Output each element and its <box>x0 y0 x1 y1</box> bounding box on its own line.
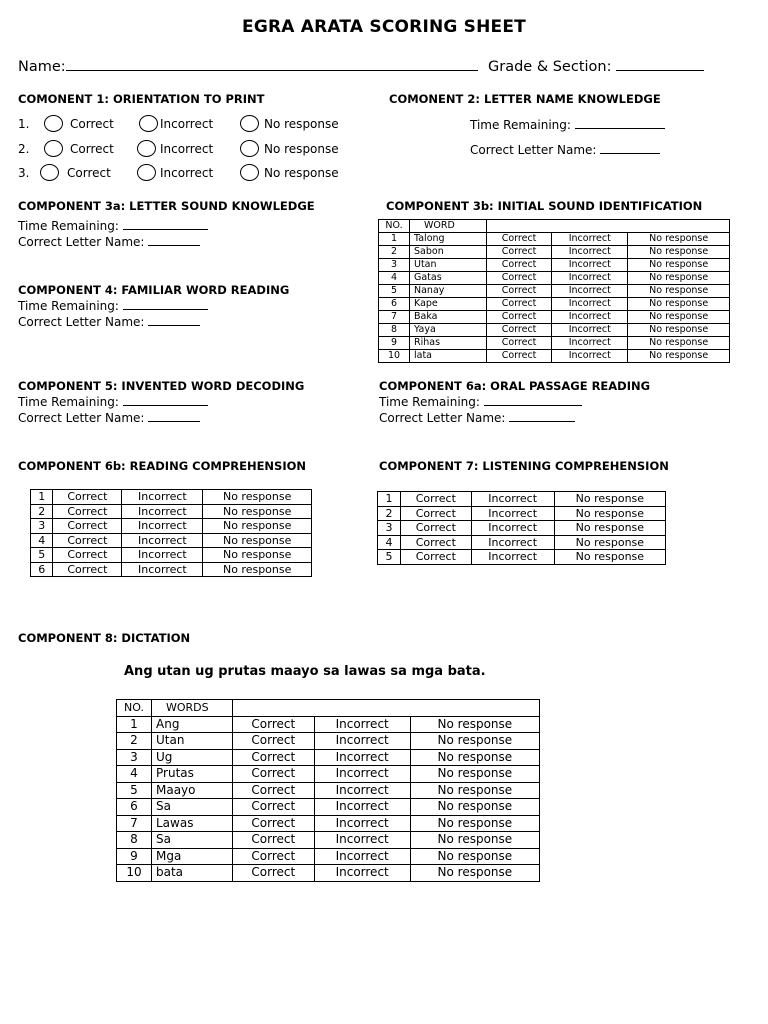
no-response-option[interactable]: No response <box>554 521 665 536</box>
row-number: 5 <box>31 548 53 563</box>
c3b-table <box>378 219 730 363</box>
row-number: 10 <box>117 865 152 882</box>
correct-option[interactable]: Correct <box>233 848 315 865</box>
correct-option[interactable]: Correct <box>401 521 472 536</box>
table-row <box>379 337 730 350</box>
row-number: 1 <box>117 716 152 733</box>
no-response-option[interactable]: No response <box>628 272 730 285</box>
incorrect-option[interactable]: Incorrect <box>122 548 203 563</box>
table-row <box>378 506 666 521</box>
row-word: Prutas <box>152 766 233 783</box>
c3a-correct-label: Correct Letter Name: <box>18 235 145 249</box>
correct-option[interactable]: Correct <box>53 533 122 548</box>
c4-time-label: Time Remaining: <box>18 299 119 313</box>
incorrect-option[interactable]: Incorrect <box>314 733 410 750</box>
no-response-option[interactable]: No response <box>554 550 665 565</box>
c5-correct-field[interactable] <box>18 410 200 425</box>
row-word: Talong <box>410 233 487 246</box>
component-3b-heading: COMPONENT 3b: INITIAL SOUND IDENTIFICATION <box>386 199 703 213</box>
table-row <box>378 550 666 565</box>
table-row <box>117 865 540 882</box>
row-word: Yaya <box>410 324 487 337</box>
incorrect-option[interactable]: Incorrect <box>122 533 203 548</box>
name-blank[interactable] <box>66 56 478 71</box>
c2-correct-label: Correct Letter Name: <box>470 143 597 157</box>
correct-option[interactable]: Correct <box>487 246 552 259</box>
table-row <box>379 298 730 311</box>
c2-correct-field[interactable] <box>470 142 660 157</box>
table-row <box>378 492 666 507</box>
c1-row-3-correct-label: Correct <box>67 166 111 180</box>
row-number: 4 <box>117 766 152 783</box>
incorrect-option[interactable]: Incorrect <box>314 848 410 865</box>
row-number: 2 <box>378 506 401 521</box>
c3a-time-label: Time Remaining: <box>18 219 119 233</box>
col-no-header: NO. <box>379 220 410 233</box>
no-response-option[interactable]: No response <box>628 337 730 350</box>
table-row <box>117 832 540 849</box>
no-response-option[interactable]: No response <box>410 782 539 799</box>
c1-row-2-correct-radio[interactable] <box>44 140 63 157</box>
table-row <box>117 815 540 832</box>
c1-row-2-incorrect-radio[interactable] <box>137 140 156 157</box>
row-word: Baka <box>410 311 487 324</box>
table-row <box>117 766 540 783</box>
incorrect-option[interactable]: Incorrect <box>314 749 410 766</box>
page-title: EGRA ARATA SCORING SHEET <box>242 17 526 37</box>
row-word: Nanay <box>410 285 487 298</box>
no-response-option[interactable]: No response <box>628 298 730 311</box>
correct-option[interactable]: Correct <box>401 535 472 550</box>
row-number: 4 <box>378 535 401 550</box>
c7-table <box>377 491 666 565</box>
c5-time-field[interactable] <box>18 394 208 409</box>
table-header-row <box>117 700 540 717</box>
correct-option[interactable]: Correct <box>233 865 315 882</box>
row-number: 1 <box>31 490 53 505</box>
table-row <box>378 535 666 550</box>
no-response-option[interactable]: No response <box>410 815 539 832</box>
c1-row-1-incorrect-radio[interactable] <box>139 115 158 132</box>
no-response-option[interactable]: No response <box>554 535 665 550</box>
incorrect-option[interactable]: Incorrect <box>471 506 554 521</box>
correct-option[interactable]: Correct <box>401 550 472 565</box>
component-7-heading: COMPONENT 7: LISTENING COMPREHENSION <box>379 459 669 473</box>
c4-correct-label: Correct Letter Name: <box>18 315 145 329</box>
header-blank-cell <box>487 220 730 233</box>
grade-section-label: Grade & Section: <box>488 59 612 75</box>
table-row <box>31 519 312 534</box>
incorrect-option[interactable]: Incorrect <box>552 298 628 311</box>
no-response-option[interactable]: No response <box>410 848 539 865</box>
correct-option[interactable]: Correct <box>487 272 552 285</box>
c1-row-2-incorrect-label: Incorrect <box>160 142 214 156</box>
table-row <box>31 548 312 563</box>
row-number: 6 <box>117 799 152 816</box>
incorrect-option[interactable]: Incorrect <box>314 799 410 816</box>
correct-option[interactable]: Correct <box>487 324 552 337</box>
no-response-option[interactable]: No response <box>628 311 730 324</box>
c1-row-3-noresponse-label: No response <box>264 166 339 180</box>
no-response-option[interactable]: No response <box>628 285 730 298</box>
c1-row-3-correct-radio[interactable] <box>40 164 59 181</box>
col-word-header: WORD <box>410 220 487 233</box>
no-response-option[interactable]: No response <box>628 259 730 272</box>
row-word: lata <box>410 350 487 363</box>
row-number: 9 <box>117 848 152 865</box>
c1-row-3-number: 3. <box>18 166 30 180</box>
c3a-time-blank[interactable] <box>123 218 208 230</box>
incorrect-option[interactable]: Incorrect <box>314 865 410 882</box>
correct-option[interactable]: Correct <box>487 337 552 350</box>
table-row <box>31 490 312 505</box>
no-response-option[interactable]: No response <box>410 799 539 816</box>
dictation-sentence: Ang utan ug prutas maayo sa lawas sa mga bata. <box>124 664 486 679</box>
c5-correct-label: Correct Letter Name: <box>18 411 145 425</box>
c5-time-label: Time Remaining: <box>18 395 119 409</box>
row-number: 2 <box>379 246 410 259</box>
incorrect-option[interactable]: Incorrect <box>314 782 410 799</box>
row-number: 6 <box>31 562 53 577</box>
incorrect-option[interactable]: Incorrect <box>552 233 628 246</box>
c3a-correct-field[interactable] <box>18 234 200 249</box>
c6a-correct-label: Correct Letter Name: <box>379 411 506 425</box>
incorrect-option[interactable]: Incorrect <box>122 490 203 505</box>
table-row <box>117 733 540 750</box>
name-label: Name: <box>18 59 66 75</box>
component-3a-heading: COMPONENT 3a: LETTER SOUND KNOWLEDGE <box>18 199 315 213</box>
c1-row-2-correct-label: Correct <box>70 142 114 156</box>
row-word: Ug <box>152 749 233 766</box>
row-word: Rihas <box>410 337 487 350</box>
no-response-option[interactable]: No response <box>203 504 312 519</box>
correct-option[interactable]: Correct <box>233 799 315 816</box>
correct-option[interactable]: Correct <box>401 506 472 521</box>
table-row <box>379 233 730 246</box>
c4-time-blank[interactable] <box>123 298 208 310</box>
c6a-correct-field[interactable] <box>379 410 575 425</box>
correct-option[interactable]: Correct <box>233 749 315 766</box>
correct-option[interactable]: Correct <box>53 562 122 577</box>
correct-option[interactable]: Correct <box>53 548 122 563</box>
c1-row-1-noresponse-label: No response <box>264 117 339 131</box>
grade-section-field[interactable] <box>488 56 704 75</box>
incorrect-option[interactable]: Incorrect <box>314 766 410 783</box>
no-response-option[interactable]: No response <box>410 716 539 733</box>
no-response-option[interactable]: No response <box>203 533 312 548</box>
incorrect-option[interactable]: Incorrect <box>552 311 628 324</box>
no-response-option[interactable]: No response <box>628 246 730 259</box>
incorrect-option[interactable]: Incorrect <box>122 519 203 534</box>
correct-option[interactable]: Correct <box>53 519 122 534</box>
no-response-option[interactable]: No response <box>203 519 312 534</box>
table-header-row <box>379 220 730 233</box>
c1-row-1-correct-label: Correct <box>70 117 114 131</box>
no-response-option[interactable]: No response <box>410 766 539 783</box>
incorrect-option[interactable]: Incorrect <box>552 272 628 285</box>
col-words-header: WORDS <box>152 700 233 717</box>
row-number: 5 <box>379 285 410 298</box>
component-5-heading: COMPONENT 5: INVENTED WORD DECODING <box>18 379 305 393</box>
no-response-option[interactable]: No response <box>410 733 539 750</box>
no-response-option[interactable]: No response <box>410 832 539 849</box>
table-row <box>117 782 540 799</box>
row-word: Mga <box>152 848 233 865</box>
c1-row-1-incorrect-label: Incorrect <box>160 117 214 131</box>
row-number: 8 <box>117 832 152 849</box>
row-number: 5 <box>117 782 152 799</box>
c4-time-field[interactable] <box>18 298 208 313</box>
correct-option[interactable]: Correct <box>401 492 472 507</box>
row-number: 10 <box>379 350 410 363</box>
table-row <box>117 799 540 816</box>
c1-row-3-incorrect-radio[interactable] <box>137 164 156 181</box>
correct-option[interactable]: Correct <box>233 815 315 832</box>
name-field[interactable] <box>18 56 478 75</box>
component-4-heading: COMPONENT 4: FAMILIAR WORD READING <box>18 283 290 297</box>
row-number: 3 <box>31 519 53 534</box>
c2-time-field[interactable] <box>470 117 665 132</box>
incorrect-option[interactable]: Incorrect <box>471 492 554 507</box>
correct-option[interactable]: Correct <box>53 504 122 519</box>
c6a-time-label: Time Remaining: <box>379 395 480 409</box>
no-response-option[interactable]: No response <box>554 492 665 507</box>
no-response-option[interactable]: No response <box>203 490 312 505</box>
table-row <box>31 504 312 519</box>
row-word: Gatas <box>410 272 487 285</box>
table-row <box>117 848 540 865</box>
table-row <box>379 311 730 324</box>
row-word: Sa <box>152 832 233 849</box>
c6a-time-blank[interactable] <box>484 394 582 406</box>
table-row <box>379 246 730 259</box>
no-response-option[interactable]: No response <box>203 562 312 577</box>
component-6b-heading: COMPONENT 6b: READING COMPREHENSION <box>18 459 307 473</box>
incorrect-option[interactable]: Incorrect <box>314 832 410 849</box>
no-response-option[interactable]: No response <box>628 233 730 246</box>
no-response-option[interactable]: No response <box>554 506 665 521</box>
no-response-option[interactable]: No response <box>410 749 539 766</box>
correct-option[interactable]: Correct <box>487 298 552 311</box>
row-word: Utan <box>152 733 233 750</box>
c1-row-1-correct-radio[interactable] <box>44 115 63 132</box>
incorrect-option[interactable]: Incorrect <box>314 815 410 832</box>
c4-correct-blank[interactable] <box>148 314 200 326</box>
table-row <box>117 749 540 766</box>
correct-option[interactable]: Correct <box>233 766 315 783</box>
c3a-time-field[interactable] <box>18 218 208 233</box>
correct-option[interactable]: Correct <box>53 490 122 505</box>
row-number: 9 <box>379 337 410 350</box>
row-word: Sabon <box>410 246 487 259</box>
incorrect-option[interactable]: Incorrect <box>552 350 628 363</box>
incorrect-option[interactable]: Incorrect <box>552 259 628 272</box>
c1-row-3-incorrect-label: Incorrect <box>160 166 214 180</box>
c2-time-blank[interactable] <box>575 117 665 129</box>
incorrect-option[interactable]: Incorrect <box>552 337 628 350</box>
incorrect-option[interactable]: Incorrect <box>314 716 410 733</box>
table-row <box>378 521 666 536</box>
grade-section-blank[interactable] <box>616 56 704 71</box>
c4-correct-field[interactable] <box>18 314 200 329</box>
table-row <box>31 533 312 548</box>
incorrect-option[interactable]: Incorrect <box>122 504 203 519</box>
row-number: 2 <box>117 733 152 750</box>
table-row <box>117 716 540 733</box>
table-row <box>379 350 730 363</box>
c6a-correct-blank[interactable] <box>509 410 575 422</box>
row-word: Lawas <box>152 815 233 832</box>
row-word: Kape <box>410 298 487 311</box>
component-8-heading: COMPONENT 8: DICTATION <box>18 631 191 645</box>
row-number: 2 <box>31 504 53 519</box>
c6b-table <box>30 489 312 577</box>
c1-row-2-noresponse-label: No response <box>264 142 339 156</box>
row-number: 1 <box>378 492 401 507</box>
header-blank-cell <box>233 700 540 717</box>
incorrect-option[interactable]: Incorrect <box>471 521 554 536</box>
row-number: 8 <box>379 324 410 337</box>
no-response-option[interactable]: No response <box>628 324 730 337</box>
c3a-correct-blank[interactable] <box>148 234 200 246</box>
c1-row-2-noresponse-radio[interactable] <box>240 140 259 157</box>
incorrect-option[interactable]: Incorrect <box>552 324 628 337</box>
incorrect-option[interactable]: Incorrect <box>552 285 628 298</box>
row-word: bata <box>152 865 233 882</box>
row-number: 6 <box>379 298 410 311</box>
table-row <box>379 259 730 272</box>
table-row <box>379 272 730 285</box>
correct-option[interactable]: Correct <box>487 259 552 272</box>
incorrect-option[interactable]: Incorrect <box>471 550 554 565</box>
row-number: 4 <box>379 272 410 285</box>
c2-correct-blank[interactable] <box>600 142 660 154</box>
correct-option[interactable]: Correct <box>233 782 315 799</box>
correct-option[interactable]: Correct <box>487 350 552 363</box>
row-word: Utan <box>410 259 487 272</box>
component-6a-heading: COMPONENT 6a: ORAL PASSAGE READING <box>379 379 651 393</box>
no-response-option[interactable]: No response <box>410 865 539 882</box>
col-no-header: NO. <box>117 700 152 717</box>
correct-option[interactable]: Correct <box>487 285 552 298</box>
row-number: 1 <box>379 233 410 246</box>
c1-row-2-number: 2. <box>18 142 30 156</box>
row-word: Maayo <box>152 782 233 799</box>
no-response-option[interactable]: No response <box>203 548 312 563</box>
table-row <box>31 562 312 577</box>
component-2-heading: COMONENT 2: LETTER NAME KNOWLEDGE <box>389 92 661 106</box>
incorrect-option[interactable]: Incorrect <box>552 246 628 259</box>
incorrect-option[interactable]: Incorrect <box>122 562 203 577</box>
row-number: 5 <box>378 550 401 565</box>
correct-option[interactable]: Correct <box>487 233 552 246</box>
row-word: Ang <box>152 716 233 733</box>
c1-row-1-noresponse-radio[interactable] <box>240 115 259 132</box>
c5-time-blank[interactable] <box>123 394 208 406</box>
row-number: 4 <box>31 533 53 548</box>
c8-table <box>116 699 540 882</box>
correct-option[interactable]: Correct <box>233 716 315 733</box>
row-number: 3 <box>379 259 410 272</box>
incorrect-option[interactable]: Incorrect <box>471 535 554 550</box>
correct-option[interactable]: Correct <box>233 733 315 750</box>
row-number: 7 <box>379 311 410 324</box>
table-row <box>379 324 730 337</box>
row-number: 7 <box>117 815 152 832</box>
no-response-option[interactable]: No response <box>628 350 730 363</box>
c1-row-3-noresponse-radio[interactable] <box>240 164 259 181</box>
table-row <box>379 285 730 298</box>
c1-row-1-number: 1. <box>18 117 30 131</box>
correct-option[interactable]: Correct <box>487 311 552 324</box>
row-number: 3 <box>378 521 401 536</box>
c5-correct-blank[interactable] <box>148 410 200 422</box>
correct-option[interactable]: Correct <box>233 832 315 849</box>
row-word: Sa <box>152 799 233 816</box>
c2-time-label: Time Remaining: <box>470 118 571 132</box>
row-number: 3 <box>117 749 152 766</box>
c6a-time-field[interactable] <box>379 394 582 409</box>
component-1-heading: COMONENT 1: ORIENTATION TO PRINT <box>18 92 265 106</box>
